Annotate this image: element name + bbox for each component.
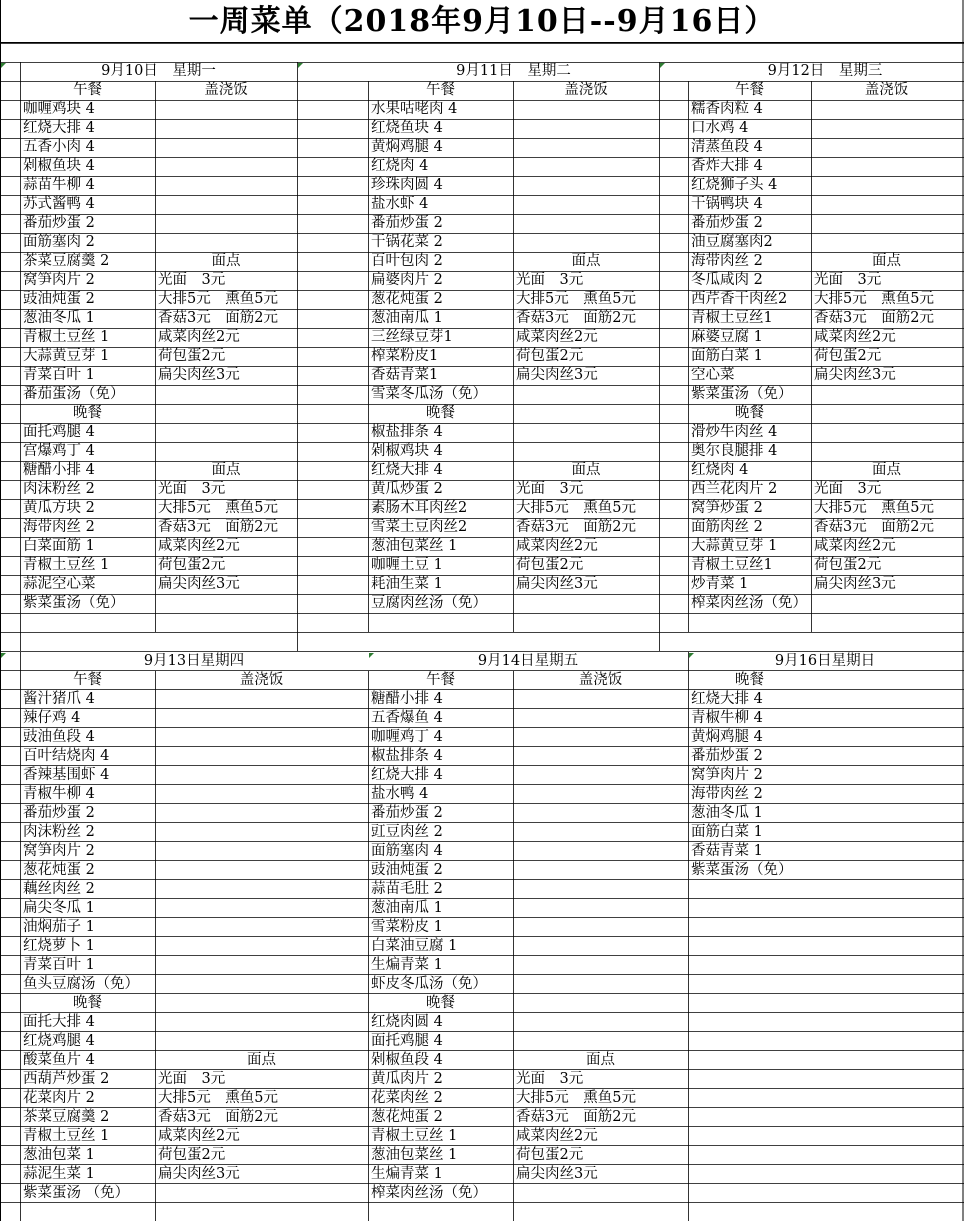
lunch-item: 盐水虾 4 xyxy=(371,196,429,212)
lunch-item: 鱼头豆腐汤（免） xyxy=(23,976,139,992)
dinner-item: 奥尔良腿排 4 xyxy=(691,443,778,459)
lunch-item: 扁婆肉片 2 xyxy=(371,272,443,288)
lunch-item: 酱汁猪爪 4 xyxy=(23,691,95,707)
mian-header: 面点 xyxy=(571,462,601,478)
lunch-item: 窝笋肉片 2 xyxy=(23,272,95,288)
lunch-item: 百叶结烧肉 4 xyxy=(23,748,110,764)
mian-item: 光面 3元 xyxy=(516,1071,584,1087)
mian-item: 光面 3元 xyxy=(516,481,584,497)
mian-item: 光面 3元 xyxy=(158,1071,226,1087)
dinner-item: 榨菜肉丝汤（免） xyxy=(371,1185,487,1201)
dinner-item: 香菇青菜 1 xyxy=(691,843,763,859)
lunch-item: 葱花炖蛋 2 xyxy=(371,291,443,307)
mian-item: 咸菜肉丝2元 xyxy=(158,1128,240,1144)
page-title: 一周菜单（2018年9月10日--9月16日） xyxy=(188,4,776,39)
dinner-header: 晚餐 xyxy=(73,995,102,1011)
lunch-header: 午餐 xyxy=(735,82,764,98)
gaijiao-header: 盖浇饭 xyxy=(204,82,248,98)
dinner-item: 白菜面筋 1 xyxy=(23,538,95,554)
dinner-item: 葱油包菜丝 1 xyxy=(371,538,458,554)
mian-item: 光面 3元 xyxy=(814,481,882,497)
dinner-item: 红烧肉圆 4 xyxy=(371,1014,443,1030)
lunch-item: 青菜百叶 1 xyxy=(23,367,95,383)
lunch-item: 苏式酱鸭 4 xyxy=(23,196,95,212)
lunch-header: 午餐 xyxy=(73,672,102,688)
lunch-item: 五香小肉 4 xyxy=(23,139,95,155)
lunch-item: 青椒土豆丝1 xyxy=(691,310,773,326)
lunch-item: 豉油炖蛋 2 xyxy=(371,862,443,878)
lunch-item: 干锅鸭块 4 xyxy=(691,196,763,212)
dinner-item: 蒜泥空心菜 xyxy=(23,576,96,592)
lunch-item: 雪菜粉皮 1 xyxy=(371,919,443,935)
mian-item: 荷包蛋2元 xyxy=(516,348,584,364)
dinner-item: 剁椒鸡块 4 xyxy=(371,443,443,459)
gaijiao-header: 盖浇饭 xyxy=(239,672,284,688)
lunch-item: 糖醋小排 4 xyxy=(371,691,443,707)
dinner-item: 紫菜蛋汤（免） xyxy=(691,862,793,878)
dinner-item: 大蒜黄豆芽 1 xyxy=(691,538,778,554)
mian-header: 面点 xyxy=(571,253,601,269)
dinner-item: 咖喱土豆 1 xyxy=(371,557,443,573)
dinner-item: 面托鸡腿 4 xyxy=(371,1033,443,1049)
mian-item: 光面 3元 xyxy=(516,272,584,288)
lunch-item: 麻婆豆腐 1 xyxy=(691,329,763,345)
mian-item: 荷包蛋2元 xyxy=(814,348,882,364)
lunch-item: 紫菜蛋汤（免） xyxy=(691,386,793,402)
dinner-item: 紫菜蛋汤 （免） xyxy=(23,1185,130,1201)
dinner-item: 青椒土豆丝 1 xyxy=(23,557,110,573)
lunch-item: 番茄炒蛋 2 xyxy=(23,805,95,821)
dinner-item: 葱油包菜丝 1 xyxy=(371,1147,458,1163)
mian-item: 香菇3元 面筋2元 xyxy=(158,310,278,326)
dinner-item: 雪菜土豆肉丝2 xyxy=(371,519,468,535)
mian-item: 光面 3元 xyxy=(158,272,226,288)
gaijiao-header: 盖浇饭 xyxy=(578,672,623,688)
dinner-item: 面筋白菜 1 xyxy=(691,824,763,840)
dinner-item: 面筋肉丝 2 xyxy=(691,519,763,535)
lunch-item: 辣仔鸡 4 xyxy=(23,710,81,726)
dinner-item: 肉沫粉丝 2 xyxy=(23,481,95,497)
lunch-item: 清蒸鱼段 4 xyxy=(691,139,763,155)
cell-marker xyxy=(1,63,6,68)
dinner-item: 葱花炖蛋 2 xyxy=(371,1109,443,1125)
mian-item: 荷包蛋2元 xyxy=(158,348,226,364)
dinner-item: 黄瓜炒蛋 2 xyxy=(371,481,443,497)
mian-item: 香菇3元 面筋2元 xyxy=(158,519,278,535)
mian-item: 香菇3元 面筋2元 xyxy=(516,310,636,326)
mian-item: 香菇3元 面筋2元 xyxy=(814,310,934,326)
dinner-header: 晚餐 xyxy=(735,672,764,688)
lunch-item: 葱油冬瓜 1 xyxy=(23,310,95,326)
dinner-header: 晚餐 xyxy=(426,405,455,421)
lunch-item: 冬瓜咸肉 2 xyxy=(691,272,763,288)
mian-item: 荷包蛋2元 xyxy=(158,557,226,573)
dinner-item: 青椒土豆丝 1 xyxy=(371,1128,458,1144)
lunch-item: 番茄炒蛋 2 xyxy=(691,215,763,231)
dinner-item: 红烧大排 4 xyxy=(371,462,443,478)
mian-header: 面点 xyxy=(211,462,241,478)
dinner-item: 滑炒牛肉丝 4 xyxy=(691,424,778,440)
lunch-item: 红烧大排 4 xyxy=(23,120,95,136)
mian-item: 咸菜肉丝2元 xyxy=(516,1128,598,1144)
dinner-item: 剁椒鱼段 4 xyxy=(371,1052,443,1068)
lunch-item: 扁尖冬瓜 1 xyxy=(23,900,95,916)
lunch-item: 干锅花菜 2 xyxy=(371,234,443,250)
lunch-item: 面筋塞肉 4 xyxy=(371,843,443,859)
mian-header: 面点 xyxy=(247,1052,276,1068)
mian-item: 扁尖肉丝3元 xyxy=(516,576,598,592)
day-date: 9月14日星期五 xyxy=(477,653,579,669)
dinner-item: 榨菜肉丝汤（免） xyxy=(691,595,807,611)
dinner-header: 晚餐 xyxy=(73,405,102,421)
mian-header: 面点 xyxy=(872,253,901,269)
mian-item: 香菇3元 面筋2元 xyxy=(516,1109,636,1125)
mian-item: 大排5元 熏鱼5元 xyxy=(516,291,636,307)
lunch-item: 蒜苗牛柳 4 xyxy=(23,177,95,193)
mian-item: 荷包蛋2元 xyxy=(516,1147,584,1163)
mian-item: 香菇3元 面筋2元 xyxy=(516,519,636,535)
lunch-item: 百叶包肉 2 xyxy=(371,253,443,269)
mian-header: 面点 xyxy=(586,1052,615,1068)
dinner-item: 生煸青菜 1 xyxy=(371,1166,443,1182)
dinner-item: 花菜肉丝 2 xyxy=(371,1090,443,1106)
dinner-item: 窝笋肉片 2 xyxy=(691,767,763,783)
lunch-item: 蒜苗毛肚 2 xyxy=(371,881,443,897)
lunch-item: 葱花炖蛋 2 xyxy=(23,862,95,878)
dinner-item: 青椒土豆丝1 xyxy=(691,557,773,573)
dinner-item: 青椒土豆丝 1 xyxy=(23,1128,110,1144)
dinner-item: 花菜肉片 2 xyxy=(23,1090,95,1106)
lunch-item: 糯香肉粒 4 xyxy=(691,101,763,117)
lunch-item: 椒盐排条 4 xyxy=(371,748,443,764)
lunch-item: 豉油炖蛋 2 xyxy=(23,291,95,307)
dinner-item: 酸菜鱼片 4 xyxy=(23,1052,95,1068)
mian-item: 大排5元 熏鱼5元 xyxy=(516,500,636,516)
lunch-item: 剁椒鱼块 4 xyxy=(23,158,95,174)
lunch-item: 水果咕咾肉 4 xyxy=(371,101,458,117)
lunch-item: 青椒牛柳 4 xyxy=(23,786,95,802)
mian-item: 光面 3元 xyxy=(814,272,882,288)
dinner-header: 晚餐 xyxy=(426,995,455,1011)
dinner-item: 红烧大排 4 xyxy=(691,691,763,707)
lunch-item: 珍珠肉圆 4 xyxy=(371,177,443,193)
lunch-item: 红烧鱼块 4 xyxy=(371,120,443,136)
lunch-item: 番茄蛋汤（免） xyxy=(23,386,125,402)
day-date: 9月16日星期日 xyxy=(774,653,876,669)
lunch-item: 雪菜冬瓜汤（免） xyxy=(371,386,487,402)
dinner-item: 窝笋炒蛋 2 xyxy=(691,500,763,516)
dinner-item: 西兰花肉片 2 xyxy=(691,481,778,497)
dinner-item: 葱油冬瓜 1 xyxy=(691,805,763,821)
lunch-item: 红烧萝卜 1 xyxy=(23,938,95,954)
lunch-item: 西芹香干肉丝2 xyxy=(691,291,788,307)
dinner-item: 黄瓜方块 2 xyxy=(23,500,95,516)
day-date: 9月11日 星期二 xyxy=(456,63,571,79)
day-date: 9月10日 星期一 xyxy=(101,63,216,79)
dinner-item: 紫菜蛋汤（免） xyxy=(23,595,125,611)
day-date: 9月13日星期四 xyxy=(143,653,245,669)
mian-item: 大排5元 熏鱼5元 xyxy=(158,500,278,516)
dinner-item: 糖醋小排 4 xyxy=(23,462,95,478)
lunch-item: 生煸青菜 1 xyxy=(371,957,443,973)
dinner-item: 宫爆鸡丁 4 xyxy=(23,443,95,459)
lunch-item: 虾皮冬瓜汤（免） xyxy=(371,976,487,992)
mian-item: 扁尖肉丝3元 xyxy=(158,367,240,383)
lunch-item: 红烧肉 4 xyxy=(371,158,429,174)
lunch-item: 香菇青菜1 xyxy=(371,367,439,383)
mian-item: 荷包蛋2元 xyxy=(814,557,882,573)
dinner-item: 葱油包菜 1 xyxy=(23,1147,95,1163)
dinner-item: 红烧肉 4 xyxy=(691,462,749,478)
lunch-item: 葱油南瓜 1 xyxy=(371,310,443,326)
mian-item: 大排5元 熏鱼5元 xyxy=(814,291,934,307)
mian-header: 面点 xyxy=(872,462,901,478)
lunch-item: 咖喱鸡丁 4 xyxy=(371,729,443,745)
dinner-item: 茶菜豆腐羹 2 xyxy=(23,1109,110,1125)
mian-item: 咸菜肉丝2元 xyxy=(516,329,598,345)
gaijiao-header: 盖浇饭 xyxy=(864,82,909,98)
mian-item: 光面 3元 xyxy=(158,481,226,497)
cell-marker xyxy=(660,63,665,68)
lunch-item: 油焖茄子 1 xyxy=(23,919,95,935)
dinner-item: 椒盐排条 4 xyxy=(371,424,443,440)
mian-item: 大排5元 熏鱼5元 xyxy=(814,500,934,516)
mian-item: 扁尖肉丝3元 xyxy=(814,576,896,592)
dinner-item: 耗油生菜 1 xyxy=(371,576,443,592)
mian-item: 荷包蛋2元 xyxy=(516,557,584,573)
mian-item: 大排5元 熏鱼5元 xyxy=(516,1090,636,1106)
mian-item: 荷包蛋2元 xyxy=(158,1147,226,1163)
lunch-item: 红烧大排 4 xyxy=(371,767,443,783)
lunch-item: 榨菜粉皮1 xyxy=(371,348,439,364)
day-date: 9月12日 星期三 xyxy=(767,63,883,79)
dinner-item: 西葫芦炒蛋 2 xyxy=(23,1071,110,1087)
lunch-item: 番茄炒蛋 2 xyxy=(23,215,95,231)
mian-item: 香菇3元 面筋2元 xyxy=(814,519,934,535)
dinner-item: 黄焖鸡腿 4 xyxy=(691,729,763,745)
lunch-item: 面筋白菜 1 xyxy=(691,348,763,364)
lunch-item: 红烧狮子头 4 xyxy=(691,177,778,193)
lunch-header: 午餐 xyxy=(73,82,102,98)
dinner-item: 红烧鸡腿 4 xyxy=(23,1033,95,1049)
lunch-item: 海带肉丝 2 xyxy=(691,253,763,269)
mian-item: 大排5元 熏鱼5元 xyxy=(158,1090,278,1106)
cell-marker xyxy=(1,653,6,658)
lunch-item: 番茄炒蛋 2 xyxy=(371,805,443,821)
lunch-item: 咖喱鸡块 4 xyxy=(23,101,95,117)
lunch-item: 香炸大排 4 xyxy=(691,158,763,174)
lunch-item: 口水鸡 4 xyxy=(691,120,749,136)
lunch-item: 白菜油豆腐 1 xyxy=(371,938,458,954)
lunch-item: 青椒土豆丝 1 xyxy=(23,329,110,345)
dinner-item: 面托大排 4 xyxy=(23,1014,95,1030)
dinner-item: 黄瓜肉片 2 xyxy=(371,1071,443,1087)
lunch-item: 豇豆肉丝 2 xyxy=(371,824,443,840)
lunch-item: 油豆腐塞肉2 xyxy=(691,234,773,250)
mian-item: 扁尖肉丝3元 xyxy=(158,1166,240,1182)
lunch-item: 黄焖鸡腿 4 xyxy=(371,139,443,155)
dinner-item: 海带肉丝 2 xyxy=(23,519,95,535)
lunch-item: 葱油南瓜 1 xyxy=(371,900,443,916)
mian-item: 咸菜肉丝2元 xyxy=(158,538,240,554)
mian-item: 大排5元 熏鱼5元 xyxy=(158,291,278,307)
mian-item: 咸菜肉丝2元 xyxy=(516,538,598,554)
dinner-item: 番茄炒蛋 2 xyxy=(691,748,763,764)
lunch-item: 空心菜 xyxy=(691,367,735,383)
mian-item: 扁尖肉丝3元 xyxy=(516,1166,598,1182)
lunch-item: 肉沫粉丝 2 xyxy=(23,824,95,840)
lunch-item: 窝笋肉片 2 xyxy=(23,843,95,859)
lunch-item: 面筋塞肉 2 xyxy=(23,234,95,250)
lunch-item: 豉油鱼段 4 xyxy=(23,729,95,745)
dinner-header: 晚餐 xyxy=(735,405,764,421)
mian-item: 扁尖肉丝3元 xyxy=(516,367,598,383)
dinner-item: 海带肉丝 2 xyxy=(691,786,763,802)
lunch-item: 藕丝肉丝 2 xyxy=(23,881,95,897)
cell-marker xyxy=(298,63,303,68)
mian-item: 扁尖肉丝3元 xyxy=(814,367,896,383)
dinner-item: 面托鸡腿 4 xyxy=(23,424,95,440)
mian-item: 咸菜肉丝2元 xyxy=(814,538,896,554)
gaijiao-header: 盖浇饭 xyxy=(564,82,608,98)
mian-header: 面点 xyxy=(211,253,241,269)
mian-item: 香菇3元 面筋2元 xyxy=(158,1109,278,1125)
lunch-header: 午餐 xyxy=(426,672,455,688)
lunch-item: 青菜百叶 1 xyxy=(23,957,95,973)
dinner-item: 炒青菜 1 xyxy=(691,576,749,592)
mian-item: 扁尖肉丝3元 xyxy=(158,576,240,592)
lunch-item: 三丝绿豆芽1 xyxy=(371,329,453,345)
dinner-item: 豆腐肉丝汤（免） xyxy=(371,595,487,611)
lunch-header: 午餐 xyxy=(426,82,455,98)
mian-item: 咸菜肉丝2元 xyxy=(814,329,896,345)
lunch-item: 番茄炒蛋 2 xyxy=(371,215,443,231)
dinner-item: 蒜泥生菜 1 xyxy=(23,1166,95,1182)
dinner-item: 素肠木耳肉丝2 xyxy=(371,500,468,516)
lunch-item: 香辣基围虾 4 xyxy=(23,767,110,783)
lunch-item: 大蒜黄豆芽 1 xyxy=(23,348,110,364)
mian-item: 咸菜肉丝2元 xyxy=(158,329,240,345)
lunch-item: 盐水鸭 4 xyxy=(371,786,429,802)
dinner-item: 青椒牛柳 4 xyxy=(691,710,763,726)
lunch-item: 茶菜豆腐羹 2 xyxy=(23,253,110,269)
lunch-item: 五香爆鱼 4 xyxy=(371,710,443,726)
